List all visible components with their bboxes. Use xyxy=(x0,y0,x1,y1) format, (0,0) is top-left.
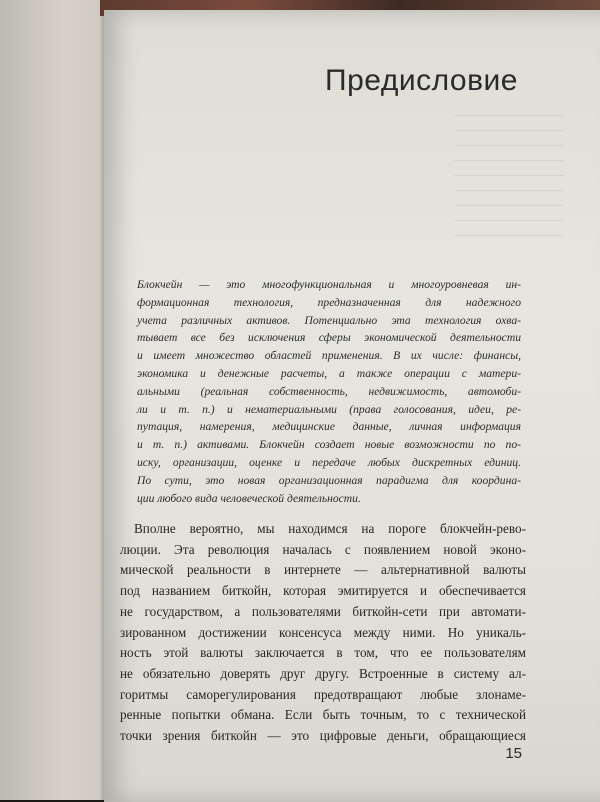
epigraph-line: Блокчейн — это многофункциональная и многоуровневая ин- xyxy=(137,278,521,291)
epigraph-line: и т. п.) активами. Блокчейн создает новые возможности по по- xyxy=(137,438,521,452)
body-line: люции. Эта революция началась с появлением новой эконо- xyxy=(120,541,526,557)
page-number: 15 xyxy=(505,745,522,762)
epigraph-line: иску, организации, оценке и передаче любых дискретных единиц. xyxy=(137,455,521,469)
epigraph-line: По сути, это новая организационная парадигма для координа- xyxy=(137,473,521,487)
body-line: не государством, а пользователями биткойн-сети при автомати- xyxy=(120,603,526,619)
epigraph-line: путация, намерения, медицинские данные, личная информация xyxy=(137,420,521,434)
epigraph-line: тывает все без исключения сферы экономической деятельности xyxy=(137,331,521,345)
body-line: горитмы саморегулирования предотвращают любые злонаме- xyxy=(120,686,526,702)
epigraph-line: ции любого вида человеческой деятельности. xyxy=(137,491,361,505)
body-line: зированном достижении консенсуса между ними. Но уникаль- xyxy=(120,624,526,640)
body-line: мической реальности в интернете — альтернативной валюты xyxy=(120,562,526,578)
epigraph-line: и имеет множество областей применения. В их числе: финансы, xyxy=(137,349,521,363)
body-line: точки зрения биткойн — это цифровые деньги, обращающиеся xyxy=(120,728,526,744)
facing-page-edge xyxy=(0,0,108,800)
epigraph-line: экономика и денежные расчеты, а также операции с матери- xyxy=(137,366,521,380)
body-line: Вполне вероятно, мы находимся на пороге блокчейн-рево- xyxy=(134,521,526,536)
body-line: ренные попытки обмана. Если быть точным, то с технической xyxy=(120,707,526,723)
epigraph-line: формационная технология, предназначенная для надежного xyxy=(137,295,521,309)
epigraph-line: ли и т. п.) и нематериальными (права голосования, идеи, ре- xyxy=(137,402,521,416)
body-line: не обязательно доверять друг другу. Встроенные в систему ал- xyxy=(120,665,526,681)
body-line: ность этой валюты заключается в том, что ее пользователям xyxy=(120,645,526,661)
body-line: под названием биткойн, которая эмитируется и обеспечивается xyxy=(120,583,526,599)
body-paragraph xyxy=(120,519,526,747)
epigraph-paragraph xyxy=(137,276,521,507)
show-through-text xyxy=(454,115,564,245)
epigraph-line: учета различных активов. Потенциально эта технология охва- xyxy=(137,313,521,327)
epigraph-line: альными (реальная собственность, недвижимость, автомоби- xyxy=(137,384,521,398)
chapter-title: Предисловие xyxy=(325,64,518,97)
